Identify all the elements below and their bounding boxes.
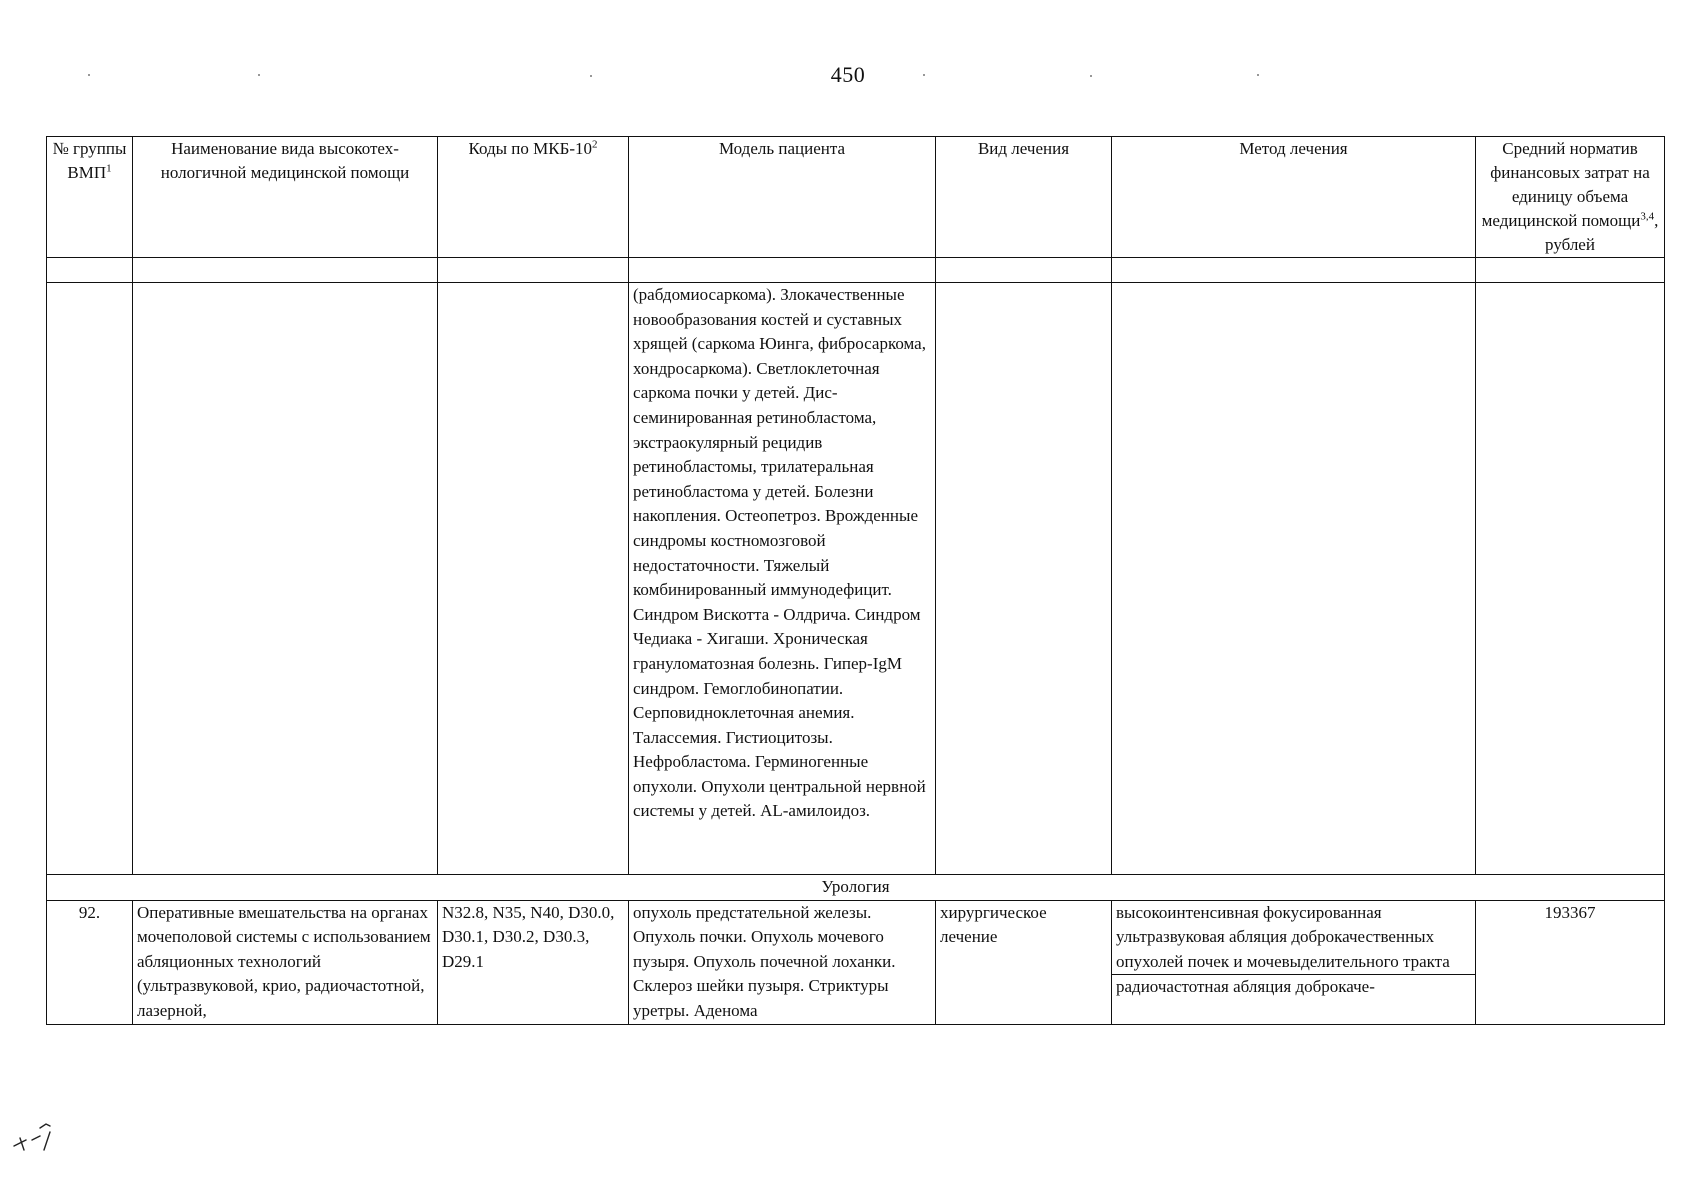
table-row xyxy=(47,900,1665,1024)
section-row xyxy=(47,875,1665,901)
header-model: Модель пациента xyxy=(629,137,936,258)
header-treatment-type: Вид лечения xyxy=(936,137,1112,258)
model-cell: опухоль предстательной железы. Опухоль почки. Опухоль мочевого пузыря. Опухоль почечной лоханки. Склероз шейки пузыря. Стриктуры уретры. Аденома xyxy=(629,900,936,1024)
scan-speck xyxy=(923,74,925,76)
page-number: 450 xyxy=(830,62,866,87)
scan-speck xyxy=(1257,74,1259,76)
treatment-type-cell: хирургическое лечение xyxy=(936,900,1112,1024)
cost-cell: 193367 xyxy=(1476,900,1665,1024)
scan-speck xyxy=(258,74,260,76)
table-row xyxy=(47,283,1665,875)
method-item: высокоинтенсивная фокусированная ультразвуковая абляция доброкачественных опухолей почек и мочевыделительного тракта xyxy=(1112,901,1475,976)
scan-speck xyxy=(1090,75,1092,77)
table-spacer-row xyxy=(47,258,1665,283)
handwritten-signature xyxy=(10,1110,70,1160)
header-name: Наименование вида высокотехнологичной медицинской помощи xyxy=(133,137,438,258)
scan-speck xyxy=(88,74,90,76)
group-no-cell: 92. xyxy=(47,900,133,1024)
method-item: радиочастотная абляция доброкаче- xyxy=(1116,977,1375,997)
model-cell: (рабдомиосаркома). Злокачественные новообразования костей и суставных хрящей (саркома Юинга, фибросаркома, хондросаркома). Светлоклеточная саркома почки у детей. Диссеминированная ретинобластома, экстраокулярный рецидив ретинобластомы, трилатеральная ретинобластома у детей. Болезни накопления. Остеопетроз. Врожденные синдромы костномозговой недостаточности. Тяжелый комбинированный иммунодефицит. Синдром Вискотта - Олдрича. Синдром Чедиака - Хигаши. Хроническая грануломатозная болезнь. Гипер-IgM синдром. Гемоглобинопатии. Серповидноклеточная анемия. Талассемия. Гистиоцитозы. Нефробластома. Герминогенные опухоли. Опухоли центральной нервной системы у детей. AL-амилоидоз. xyxy=(629,283,936,875)
name-cell: Оперативные вмешательства на органах мочеполовой системы с использованием абляционных технологий (ультразвуковой, крио, радиочастотной, лазерной, xyxy=(133,900,438,1024)
header-method: Метод лечения xyxy=(1112,137,1476,258)
header-codes: Коды по МКБ-$10^2$ xyxy=(438,137,629,258)
vmp-table xyxy=(46,136,1665,1025)
codes-cell: N32.8, N35, N40, D30.0, D30.1, D30.2, D30.3, D29.1 xyxy=(438,900,629,1024)
section-title: Урология xyxy=(47,875,1665,901)
method-cell xyxy=(1112,900,1476,1024)
header-group-no: № группы ВМП$^1$ xyxy=(47,137,133,258)
header-cost: Средний норматив финансовых затрат на единицу объема медицинской помощи$^{3,4}$, рублей xyxy=(1476,137,1665,258)
table-header-row xyxy=(47,137,1665,258)
scan-speck xyxy=(590,75,592,77)
